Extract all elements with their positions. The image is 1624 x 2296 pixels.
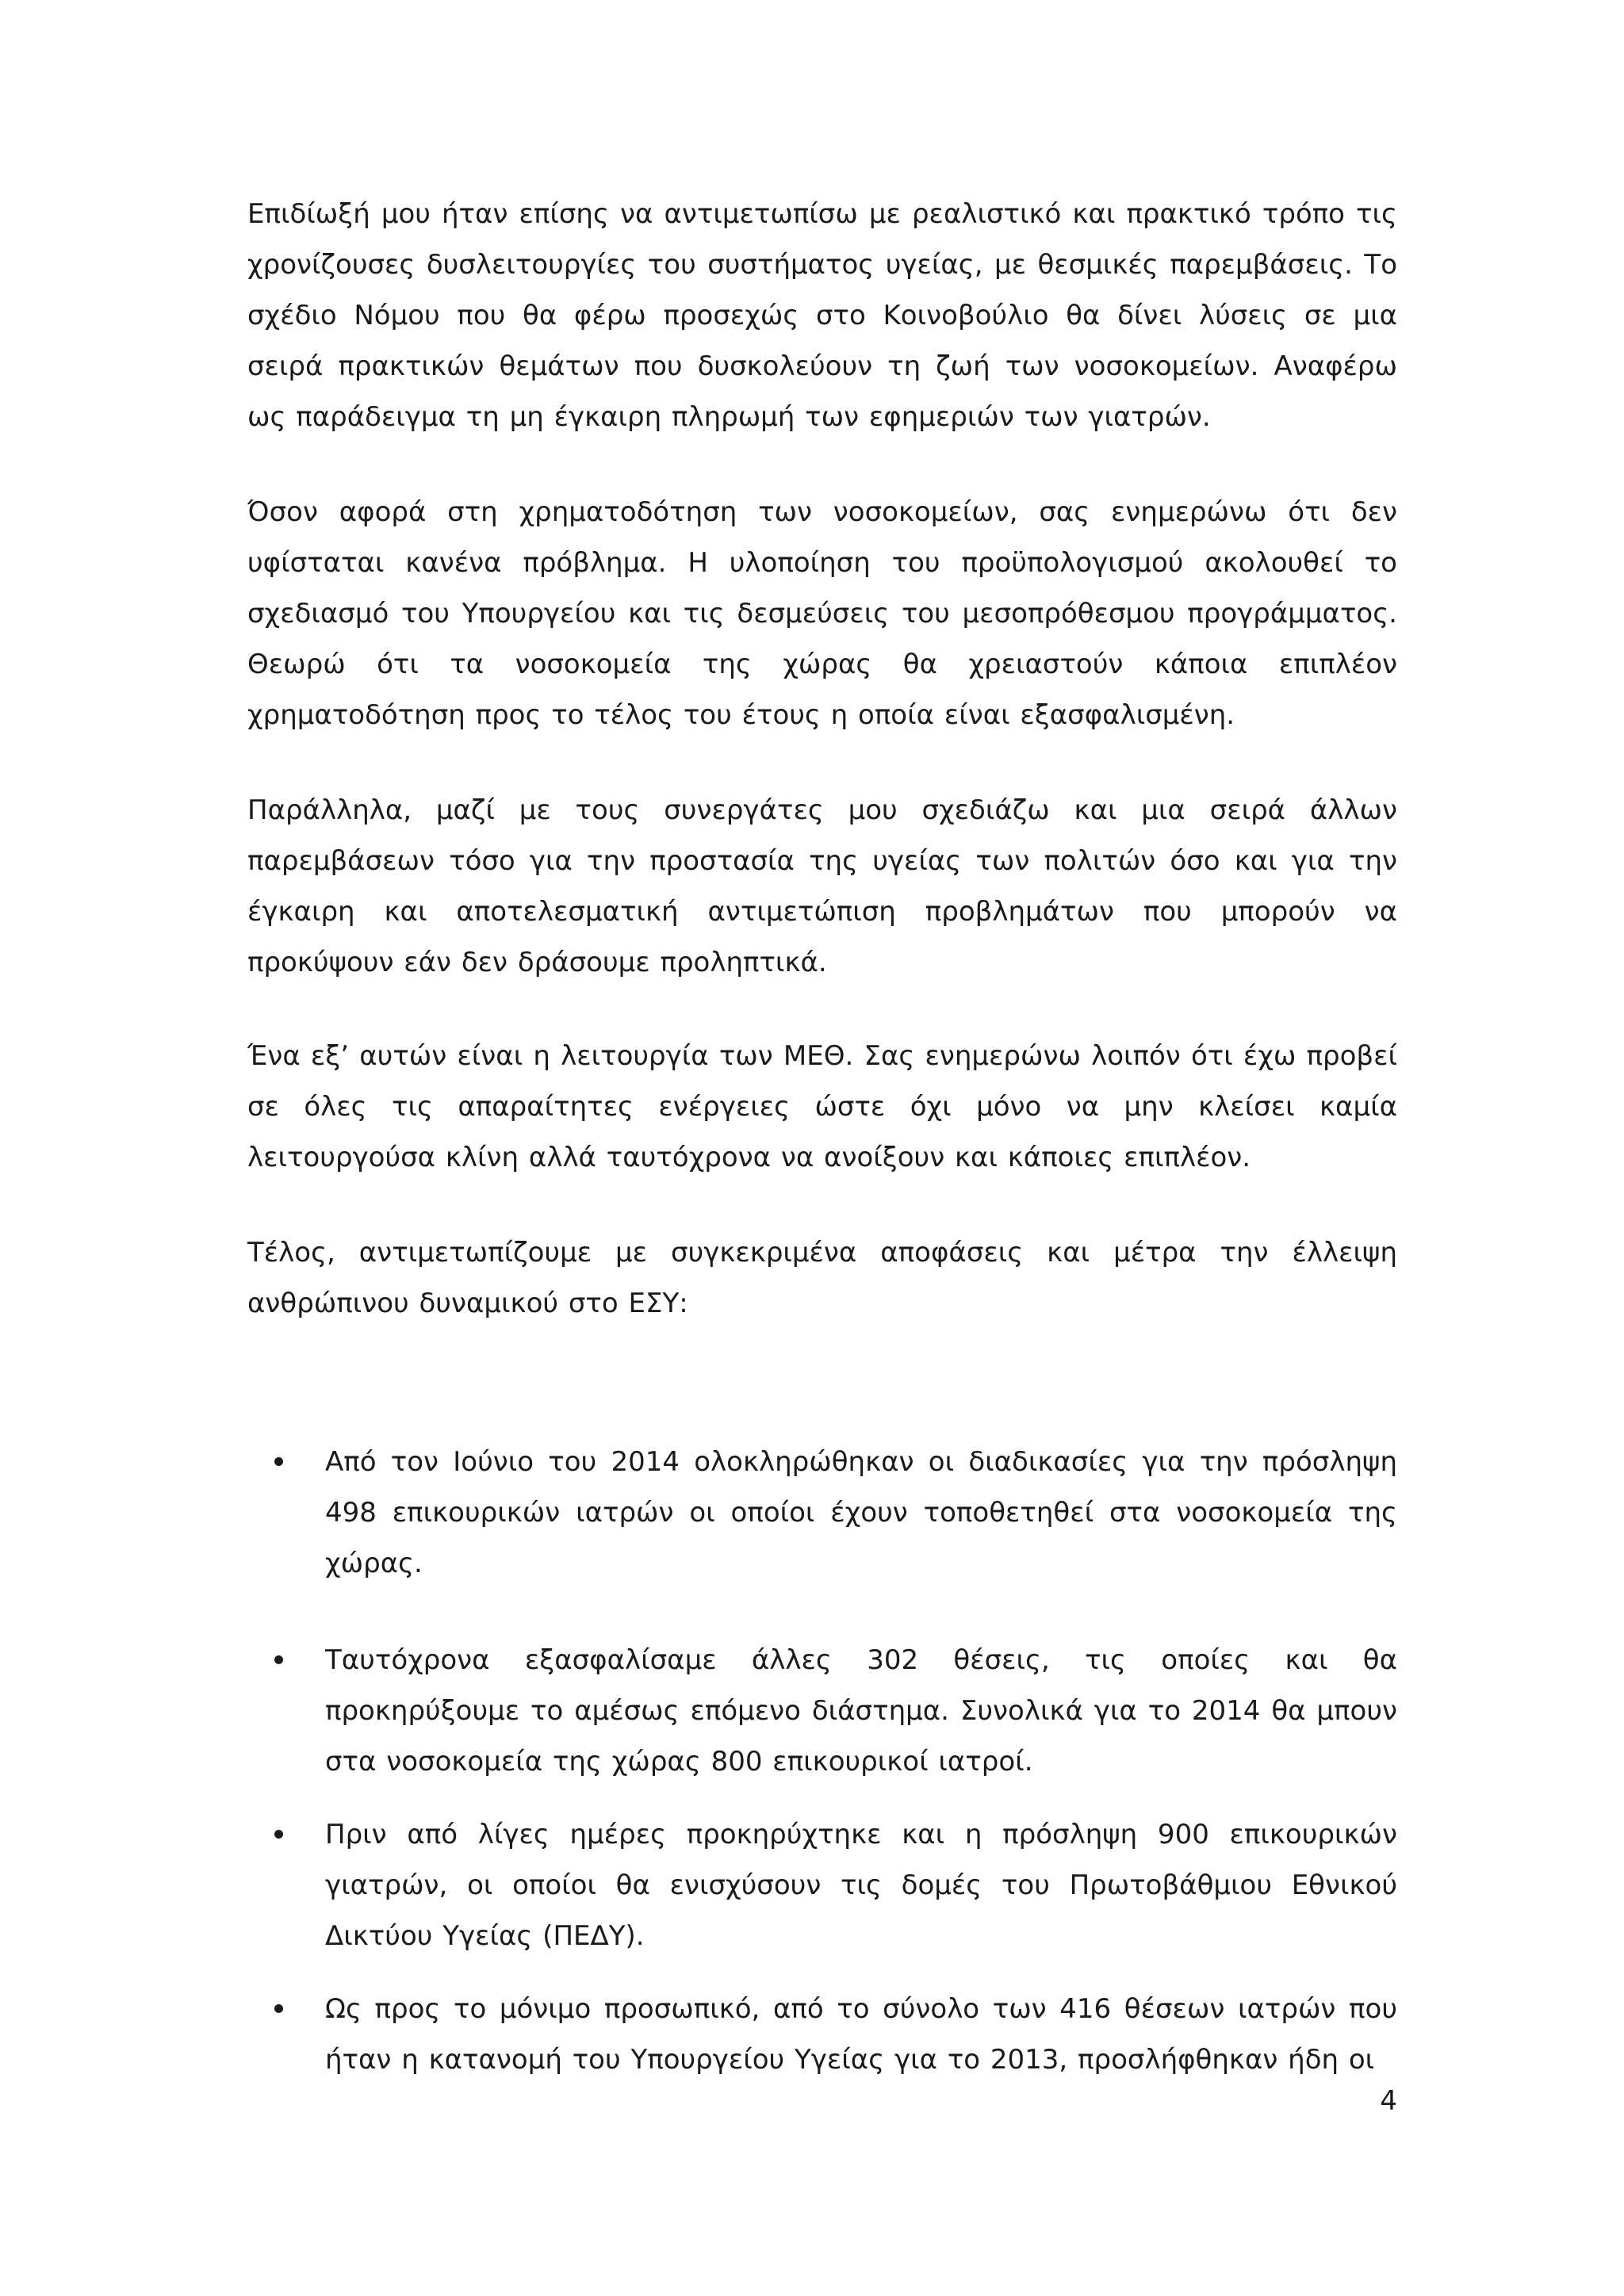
body-paragraph (247, 189, 1397, 442)
bullet-icon (274, 1457, 283, 1466)
bullet-list (247, 1984, 1397, 2085)
paragraph-text: Επιδίωξή μου ήταν επίσης να αντιμετωπίσω με ρεαλιστικό και πρακτικό τρόπο τις χρονίζουσες δυσλειτουργίες του συστήματος υγείας, με θεσμικές παρεμβάσεις. Το σχέδιο Νόμου που θα φέρω προσεχώς στο Κοινοβούλιο θα δίνει λύσεις σε μια σειρά πρακτικών θεμάτων που δυσκολεύουν τη ζωή των νοσοκομείων. Αναφέρω ως παράδειγμα τη μη έγκαιρη πληρωμή των εφημεριών των γιατρών. (247, 198, 1397, 433)
bullet-list (247, 1635, 1397, 1787)
list-item (247, 1437, 1397, 1589)
paragraph-text: Παράλληλα, μαζί με τους συνεργάτες μου σχεδιάζω και μια σειρά άλλων παρεμβάσεων τόσο για την προστασία της υγείας των πολιτών όσο και για την έγκαιρη και αποτελεσματική αντιμετώπιση προβλημάτων που μπορούν να προκύψουν εάν δεν δράσουμε προληπτικά. (247, 794, 1397, 978)
body-paragraph (247, 1227, 1397, 1329)
list-item (247, 1635, 1397, 1787)
list-item (247, 1809, 1397, 1961)
bullet-list (247, 1809, 1397, 1961)
bullet-icon (274, 2004, 283, 2013)
body-paragraph (247, 1031, 1397, 1183)
paragraph-text: Ένα εξ’ αυτών είναι η λειτουργία των ΜΕΘ. Σας ενημερώνω λοιπόν ότι έχω προβεί σε όλες τις απαραίτητες ενέργειες ώστε όχι μόνο να μην κλείσει καμία λειτουργούσα κλίνη αλλά ταυτόχρονα να ανοίξουν και κάποιες επιπλέον. (247, 1040, 1397, 1173)
list-item-text: Πριν από λίγες ημέρες προκηρύχτηκε και η πρόσληψη 900 επικουρικών γιατρών, οι οποίοι θα ενισχύσουν τις δομές του Πρωτοβάθμιου Εθνικού Δικτύου Υγείας (ΠΕΔΥ). (325, 1819, 1397, 1952)
list-item-text: Ως προς το μόνιμο προσωπικό, από το σύνολο των 416 θέσεων ιατρών που ήταν η κατανομή του Υπουργείου Υγείας για το 2013, προσλήφθηκαν ήδη οι (325, 1993, 1397, 2076)
bullet-icon (274, 1830, 283, 1839)
bullet-list (247, 1437, 1397, 1589)
bullet-icon (274, 1655, 283, 1664)
list-item-text: Από τον Ιούνιο του 2014 ολοκληρώθηκαν οι διαδικασίες για την πρόσληψη 498 επικουρικών ιατρών οι οποίοι έχουν τοποθετηθεί στα νοσοκομεία της χώρας. (325, 1446, 1397, 1579)
paragraph-text: Τέλος, αντιμετωπίζουμε με συγκεκριμένα αποφάσεις και μέτρα την έλλειψη ανθρώπινου δυναμικού στο ΕΣΥ: (247, 1237, 1397, 1319)
list-item (247, 1984, 1397, 2085)
body-paragraph (247, 487, 1397, 740)
list-item-text: Ταυτόχρονα εξασφαλίσαμε άλλες 302 θέσεις, τις οποίες και θα προκηρύξουμε το αμέσως επόμενο διάστημα. Συνολικά για το 2014 θα μπουν στα νοσοκομεία της χώρας 800 επικουρικοί ιατροί. (325, 1644, 1397, 1777)
page-number: 4 (1380, 2085, 1397, 2117)
paragraph-text: Όσον αφορά στη χρηματοδότηση των νοσοκομείων, σας ενημερώνω ότι δεν υφίσταται κανένα πρόβλημα. Η υλοποίηση του προϋπολογισμού ακολουθεί το σχεδιασμό του Υπουργείου και τις δεσμεύσεις του μεσοπρόθεσμου προγράμματος. Θεωρώ ότι τα νοσοκομεία της χώρας θα χρειαστούν κάποια επιπλέον χρηματοδότηση προς το τέλος του έτους η οποία είναι εξασφαλισμένη. (247, 496, 1397, 731)
body-paragraph (247, 785, 1397, 988)
